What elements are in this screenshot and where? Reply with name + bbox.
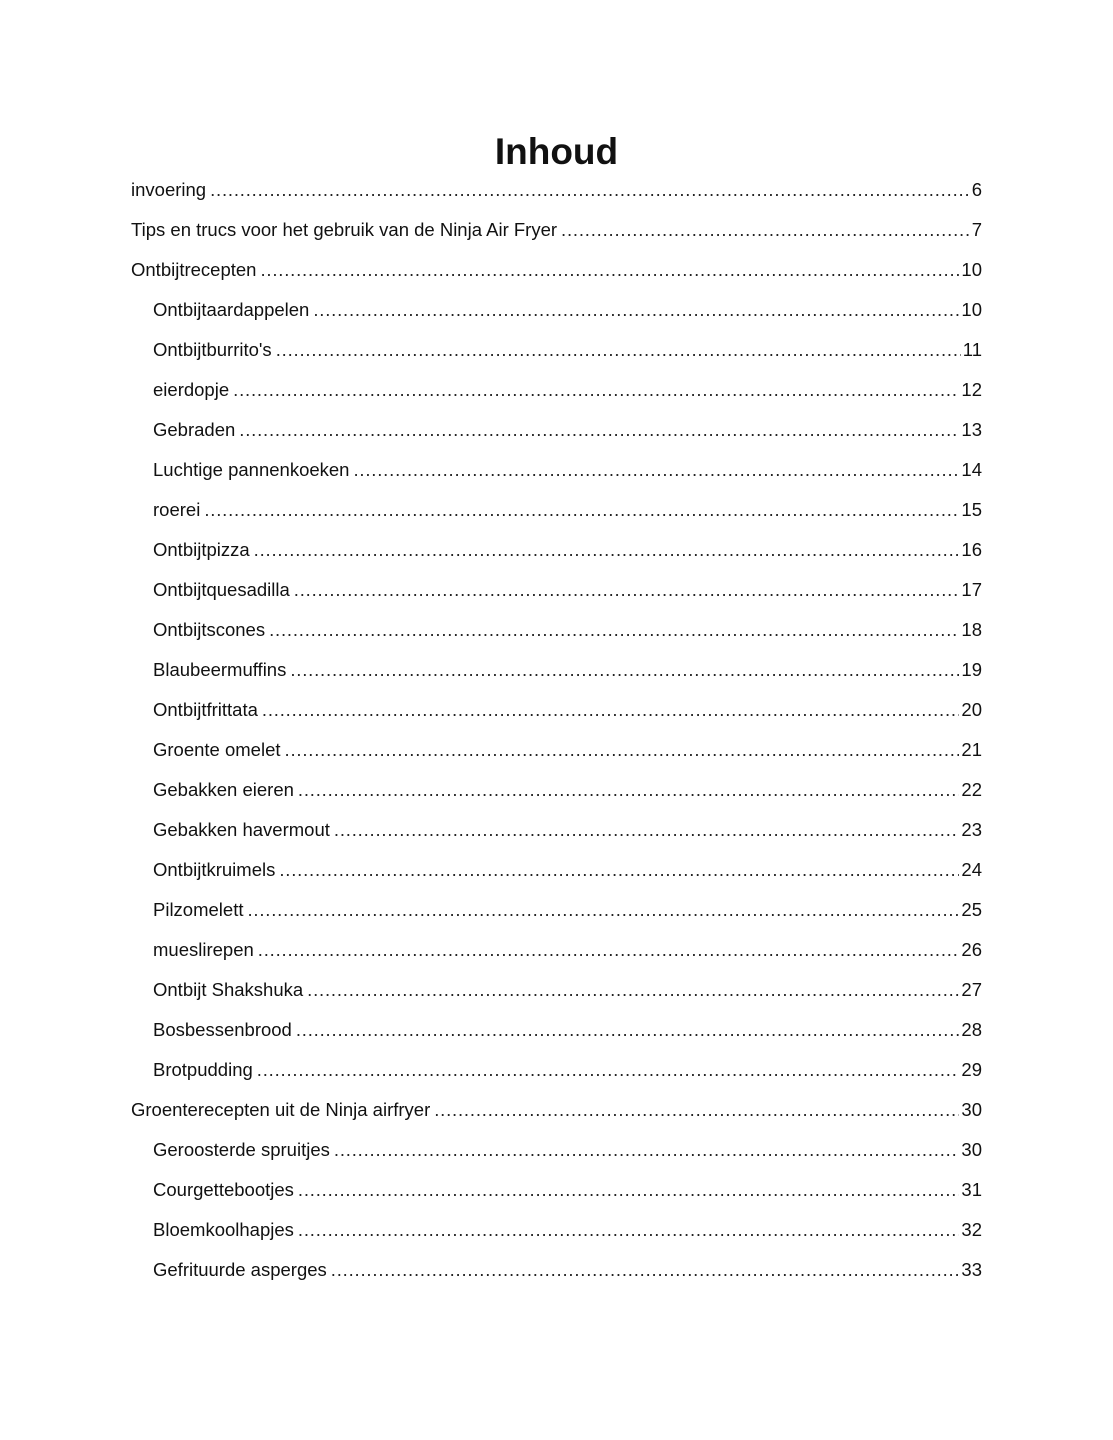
toc-entry-page-number: 10: [961, 259, 982, 280]
toc-entry-page-number: 15: [961, 499, 982, 520]
toc-entry-label: Ontbijtpizza: [153, 539, 250, 560]
dot-leader: [233, 371, 959, 409]
toc-entry[interactable]: [131, 451, 982, 491]
toc-entry-label: Brotpudding: [153, 1059, 253, 1080]
dot-leader: [279, 851, 959, 889]
toc-entry-page-number: 29: [961, 1059, 982, 1080]
toc-entry[interactable]: [131, 891, 982, 931]
toc-entry-label: Ontbijtrecepten: [131, 259, 257, 280]
dot-leader: [313, 291, 959, 329]
dot-leader: [276, 331, 961, 369]
toc-entry-page-number: 30: [961, 1099, 982, 1120]
toc-entry-page-number: 19: [961, 659, 982, 680]
dot-leader: [262, 691, 960, 729]
dot-leader: [298, 1211, 960, 1249]
dot-leader: [247, 891, 959, 929]
toc-entry-label: Tips en trucs voor het gebruik van de Ninja Air Fryer: [131, 219, 558, 240]
toc-entry[interactable]: [131, 811, 982, 851]
toc-entry[interactable]: [131, 931, 982, 971]
toc-entry-label: mueslirepen: [153, 939, 254, 960]
dot-leader: [258, 931, 960, 969]
toc-entry[interactable]: [131, 771, 982, 811]
toc-entry[interactable]: [131, 171, 982, 211]
toc-entry-label: Gebraden: [153, 419, 236, 440]
toc-entry[interactable]: [131, 291, 982, 331]
dot-leader: [239, 411, 959, 449]
toc-entry-page-number: 25: [961, 899, 982, 920]
toc-entry[interactable]: [131, 371, 982, 411]
dot-leader: [331, 1251, 960, 1289]
toc-entry[interactable]: [131, 1011, 982, 1051]
toc-entry[interactable]: [131, 211, 982, 251]
toc-entry-label: Ontbijtburrito's: [153, 339, 272, 360]
toc-entry-page-number: 32: [961, 1219, 982, 1240]
toc-entry-page-number: 23: [961, 819, 982, 840]
dot-leader: [561, 211, 970, 249]
toc-entry-label: Groente omelet: [153, 739, 281, 760]
toc-entry[interactable]: [131, 1051, 982, 1091]
toc-entry-label: Gefrituurde asperges: [153, 1259, 327, 1280]
toc-entry[interactable]: [131, 731, 982, 771]
toc-entry-label: Ontbijtaardappelen: [153, 299, 310, 320]
toc-entry-label: Bosbessenbrood: [153, 1019, 292, 1040]
toc-entry-page-number: 18: [961, 619, 982, 640]
toc-entry-page-number: 30: [961, 1139, 982, 1160]
toc-entry-page-number: 14: [961, 459, 982, 480]
toc-entry[interactable]: [131, 331, 982, 371]
dot-leader: [353, 451, 959, 489]
toc-entry-label: Pilzomelett: [153, 899, 244, 920]
dot-leader: [307, 971, 959, 1009]
dot-leader: [298, 771, 960, 809]
dot-leader: [434, 1091, 959, 1129]
dot-leader: [285, 731, 960, 769]
toc-entry[interactable]: [131, 571, 982, 611]
toc-entry-page-number: 24: [961, 859, 982, 880]
toc-entry[interactable]: [131, 651, 982, 691]
toc-entry-page-number: 13: [961, 419, 982, 440]
dot-leader: [204, 491, 959, 529]
toc-entry-label: Groenterecepten uit de Ninja airfryer: [131, 1099, 431, 1120]
toc-entry[interactable]: [131, 691, 982, 731]
toc-entry-page-number: 10: [961, 299, 982, 320]
dot-leader: [260, 251, 959, 289]
toc-entry-page-number: 7: [971, 219, 982, 240]
dot-leader: [290, 651, 959, 689]
dot-leader: [298, 1171, 960, 1209]
toc-entry[interactable]: [131, 1131, 982, 1171]
toc-entry[interactable]: [131, 1211, 982, 1251]
toc-entry[interactable]: [131, 1171, 982, 1211]
toc-entry[interactable]: [131, 971, 982, 1011]
toc-entry-label: Ontbijtscones: [153, 619, 266, 640]
toc-entry-page-number: 21: [961, 739, 982, 760]
toc-entry[interactable]: [131, 531, 982, 571]
toc-entry-page-number: 6: [971, 179, 982, 200]
dot-leader: [296, 1011, 960, 1049]
toc-entry-page-number: 33: [961, 1259, 982, 1280]
toc-entry-label: Courgettebootjes: [153, 1179, 294, 1200]
toc-entry-label: Luchtige pannenkoeken: [153, 459, 350, 480]
dot-leader: [210, 171, 970, 209]
toc-entry-label: Ontbijtfrittata: [153, 699, 258, 720]
dot-leader: [334, 1131, 960, 1169]
toc-entry-label: Ontbijt Shakshuka: [153, 979, 304, 1000]
toc-entry[interactable]: [131, 491, 982, 531]
toc-entry-label: eierdopje: [153, 379, 230, 400]
toc-entry[interactable]: [131, 851, 982, 891]
toc-entry-label: Ontbijtkruimels: [153, 859, 276, 880]
toc-entry-label: Blaubeermuffins: [153, 659, 287, 680]
dot-leader: [294, 571, 960, 609]
toc-entry[interactable]: [131, 1091, 982, 1131]
toc-list: [131, 171, 982, 1291]
toc-entry-label: Geroosterde spruitjes: [153, 1139, 330, 1160]
toc-entry-label: Gebakken havermout: [153, 819, 330, 840]
dot-leader: [257, 1051, 960, 1089]
toc-entry[interactable]: [131, 1251, 982, 1291]
toc-entry[interactable]: [131, 251, 982, 291]
toc-entry-page-number: 20: [961, 699, 982, 720]
toc-entry[interactable]: [131, 411, 982, 451]
toc-entry-page-number: 17: [961, 579, 982, 600]
toc-entry[interactable]: [131, 611, 982, 651]
dot-leader: [334, 811, 960, 849]
toc-entry-label: Bloemkoolhapjes: [153, 1219, 294, 1240]
toc-entry-page-number: 22: [961, 779, 982, 800]
toc-entry-page-number: 31: [961, 1179, 982, 1200]
toc-entry-page-number: 28: [961, 1019, 982, 1040]
toc-entry-page-number: 27: [961, 979, 982, 1000]
dot-leader: [254, 531, 960, 569]
toc-entry-label: Ontbijtquesadilla: [153, 579, 290, 600]
toc-entry-label: Gebakken eieren: [153, 779, 294, 800]
toc-entry-label: invoering: [131, 179, 207, 200]
toc-entry-page-number: 11: [962, 339, 982, 360]
toc-entry-page-number: 16: [961, 539, 982, 560]
toc-entry-page-number: 12: [961, 379, 982, 400]
toc-entry-label: roerei: [153, 499, 201, 520]
toc-title: Inhoud: [494, 131, 619, 172]
toc-entry-page-number: 26: [961, 939, 982, 960]
dot-leader: [269, 611, 959, 649]
